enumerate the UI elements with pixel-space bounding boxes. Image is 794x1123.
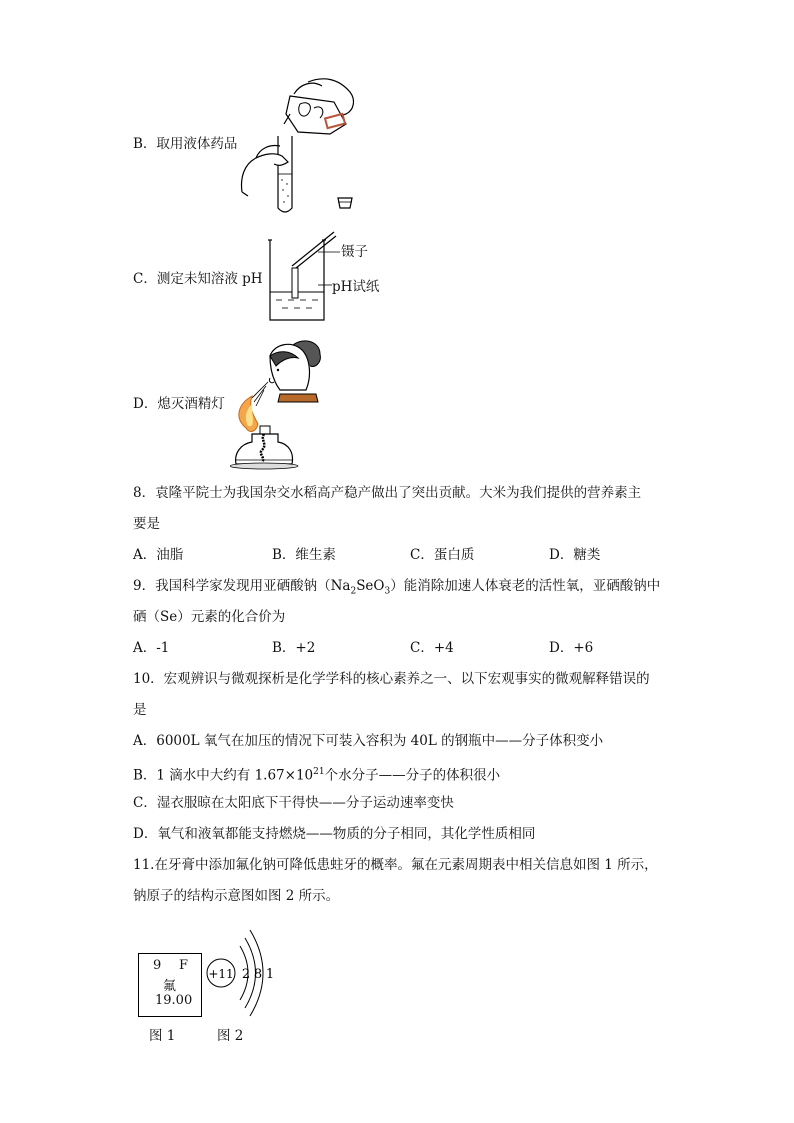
- q9-stem-line1: [133, 577, 660, 601]
- blow-lamp-figure: [230, 332, 324, 470]
- q9-text-mid: SeO: [356, 578, 385, 594]
- q10-option-c: C．湿衣服晾在太阳底下干得快——分子运动速率变快: [133, 795, 454, 811]
- element-name: 氟: [163, 979, 177, 994]
- option-c-text: C．测定未知溶液 pH: [133, 271, 263, 287]
- option-b-text: B．取用液体药品: [133, 136, 238, 152]
- q10-b-pre: B．1 滴水中大约有 1.67×10: [133, 767, 314, 784]
- q9-sub-2: 2: [350, 586, 357, 597]
- q9-option-c: C．+4: [410, 640, 454, 656]
- figure-1-caption: 图 1: [149, 1028, 176, 1044]
- q10-option-b: [133, 763, 500, 785]
- q11-stem-line2: 钠原子的结构示意图如图 2 所示。: [133, 888, 340, 904]
- q8-stem-line2: 要是: [133, 516, 160, 532]
- option-d-text: D．熄灭酒精灯: [133, 396, 225, 412]
- q8-stem-line1: 8．袁隆平院士为我国杂交水稻高产稳产做出了突出贡献。大米为我们提供的营养素主: [133, 485, 642, 501]
- q9-text-post: ）能消除加速人体衰老的活性氧，亚硒酸钠中: [390, 578, 661, 594]
- q8-option-a: A．油脂: [133, 547, 184, 563]
- shell-2-electrons: 8: [253, 967, 263, 982]
- q10-b-post: 个水分子——分子的体积很小: [324, 767, 501, 784]
- q9-text-pre: 9．我国科学家发现用亚硒酸钠（Na: [133, 578, 351, 594]
- shell-3-electrons: 1: [265, 967, 275, 982]
- q9-option-d: D．+6: [549, 640, 594, 656]
- q10-option-a: A．6000L 氧气在加压的情况下可装入容积为 40L 的钢瓶中——分子体积变小: [133, 733, 604, 749]
- tweezers-label: 镊子: [341, 244, 368, 260]
- shell-1-electrons: 2: [241, 967, 251, 982]
- q10-stem-line1: 10．宏观辨识与微观探析是化学学科的核心素养之一、以下宏观事实的微观解释错误的: [133, 671, 650, 687]
- q9-option-a: A．-1: [133, 640, 170, 656]
- q10-option-d: D．氧气和液氧都能支持燃烧——物质的分子相同，其化学性质相同: [133, 826, 536, 842]
- q11-stem-line1: 11.在牙膏中添加氟化钠可降低患蛀牙的概率。氟在元素周期表中相关信息如图 1 所示，: [133, 857, 658, 873]
- atomic-number: 9: [153, 958, 162, 973]
- atom-structure-diagram: [200, 926, 290, 1024]
- q9-option-b: B．+2: [272, 640, 316, 656]
- element-cell: [138, 953, 202, 1017]
- atomic-mass: 19.00: [155, 993, 193, 1008]
- q10-b-sup: 21: [313, 767, 325, 777]
- nucleus-charge: +11: [208, 967, 234, 981]
- q8-option-c: C．蛋白质: [410, 547, 475, 563]
- element-symbol: F: [179, 958, 189, 973]
- q9-stem-line2: 硒（Se）元素的化合价为: [133, 609, 286, 625]
- q9-sub-3: 3: [384, 586, 391, 597]
- q8-option-d: D．糖类: [549, 547, 601, 563]
- ph-paper-label: pH试纸: [332, 279, 380, 295]
- figure-2-caption: 图 2: [217, 1028, 244, 1044]
- q8-option-b: B．维生素: [272, 547, 336, 563]
- pour-liquid-figure: [238, 74, 368, 220]
- q10-stem-line2: 是: [133, 702, 147, 718]
